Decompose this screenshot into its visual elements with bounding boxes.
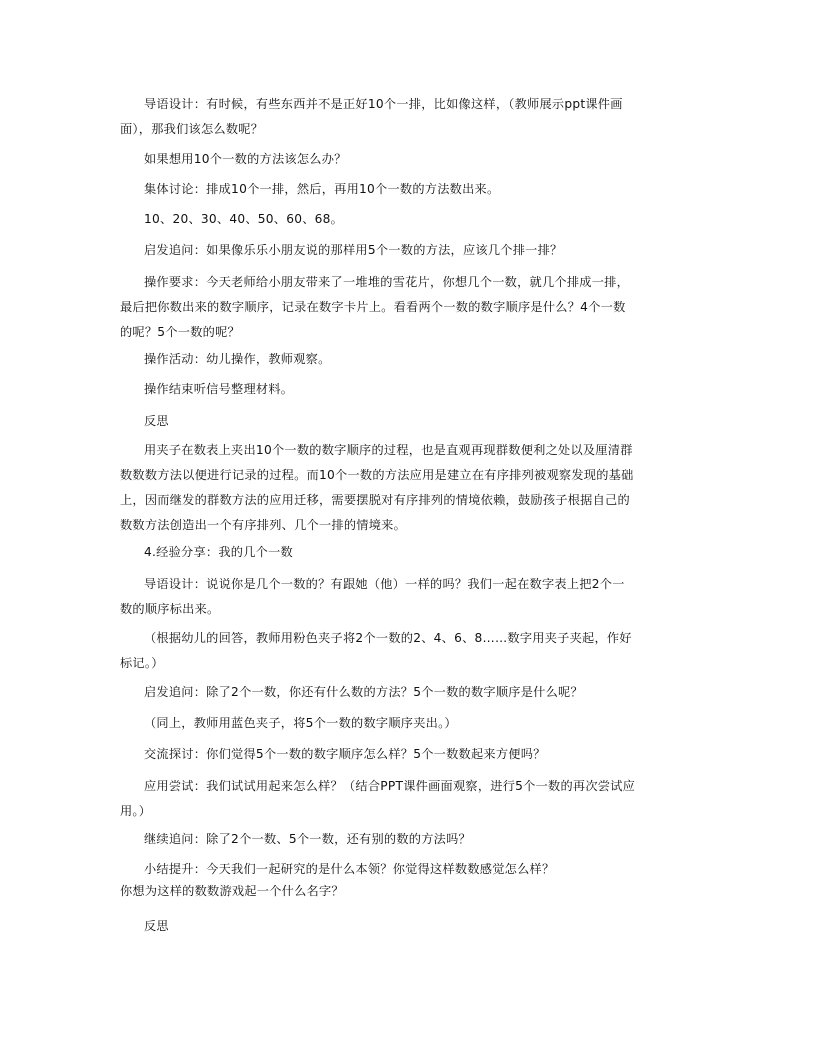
text-line: 标记。）	[120, 656, 164, 670]
heading-experience-sharing	[120, 540, 696, 565]
text-line: 集体讨论：排成10个一排，然后，再用10个一数的方法数出来。	[144, 182, 500, 196]
text-line: 数的顺序标出来。	[120, 602, 220, 616]
paragraph-operation-activity	[120, 347, 696, 372]
text-line: 导语设计：有时候，有些东西并不是正好10个一排，比如像这样，（教师展示ppt课件画	[144, 97, 623, 111]
text-line: 反思	[144, 414, 169, 428]
text-line: 启发追问：如果像乐乐小朋友说的那样用5个一数的方法，应该几个排一排？	[144, 243, 563, 257]
paragraph-teacher-clip-blue	[120, 711, 696, 736]
heading-reflection	[120, 409, 696, 434]
text-line: 操作活动：幼儿操作，教师观察。	[144, 352, 331, 366]
paragraph-operation-requirements	[120, 270, 696, 345]
text-line: 4.经验分享：我的几个一数	[144, 545, 293, 559]
paragraph-teacher-clip-pink	[120, 626, 696, 676]
heading-reflection-2	[120, 914, 696, 939]
text-line: （根据幼儿的回答，教师用粉色夹子将2个一数的2、4、6、8……数字用夹子夹起，作好	[144, 631, 632, 645]
text-line: 最后把你数出来的数字顺序，记录在数字卡片上。看看两个一数的数字顺序是什么？4个一数	[120, 300, 626, 314]
paragraph-reflection-body	[120, 438, 696, 538]
text-line: 面），那我们该怎么数呢？	[120, 122, 264, 136]
paragraph-follow-up-question	[120, 238, 696, 263]
paragraph-group-discussion	[120, 177, 696, 202]
paragraph-continue-question	[120, 827, 696, 852]
text-line: 上，因而继发的群数方法的应用迁移，需要摆脱对有序排列的情境依赖，鼓励孩子根据自己的	[120, 493, 630, 507]
paragraph-question	[120, 147, 696, 172]
paragraph-summary	[120, 858, 696, 902]
text-line: 操作要求：今天老师给小朋友带来了一堆堆的雪花片，你想几个一数，就几个排成一排，	[144, 275, 630, 289]
text-line: 启发追问：除了2个一数，你还有什么数的方法？5个一数的数字顺序是什么呢？	[144, 685, 583, 699]
paragraph-exchange-discussion	[120, 742, 696, 767]
paragraph-application-trial	[120, 774, 696, 824]
text-line: 用夹子在数表上夹出10个一数的数字顺序的过程，也是直观再现群数便利之处以及厘清群	[144, 443, 633, 457]
text-line: 数数数方法以便进行记录的过程。而10个一数的方法应用是建立在有序排列被观察发现的基础	[120, 468, 634, 482]
paragraph-sharing-intro	[120, 572, 696, 622]
text-line: 的呢？5个一数的呢？	[120, 325, 240, 339]
text-line: 你想为这样的数数游戏起一个什么名字？	[120, 884, 344, 898]
text-line: 数数方法创造出一个有序排列、几个一排的情境来。	[120, 518, 407, 532]
text-line: 小结提升：今天我们一起研究的是什么本领？你觉得这样数数感觉怎么样？	[144, 862, 555, 876]
text-line: 反思	[144, 919, 169, 933]
text-line: 应用尝试：我们试试用起来怎么样？（结合PPT课件画面观察，进行5个一数的再次尝试应	[144, 779, 636, 793]
text-line: 操作结束听信号整理材料。	[144, 382, 294, 396]
paragraph-follow-up-2	[120, 680, 696, 705]
text-line: （同上，教师用蓝色夹子，将5个一数的数字顺序夹出。）	[144, 716, 457, 730]
text-line: 导语设计：说说你是几个一数的？有跟她（他）一样的吗？我们一起在数字表上把2个一	[144, 577, 625, 591]
text-line: 如果想用10个一数的方法该怎么办？	[144, 152, 347, 166]
paragraph-number-sequence	[120, 207, 696, 232]
text-line: 用。）	[120, 804, 152, 818]
paragraph-operation-end	[120, 377, 696, 402]
text-line: 继续追问：除了2个一数、5个一数，还有别的数的方法吗？	[144, 832, 471, 846]
text-line: 10、20、30、40、50、60、68。	[144, 212, 344, 226]
paragraph-intro-design	[120, 92, 696, 142]
text-line: 交流探讨：你们觉得5个一数的数字顺序怎么样？5个一数数起来方便吗？	[144, 747, 546, 761]
